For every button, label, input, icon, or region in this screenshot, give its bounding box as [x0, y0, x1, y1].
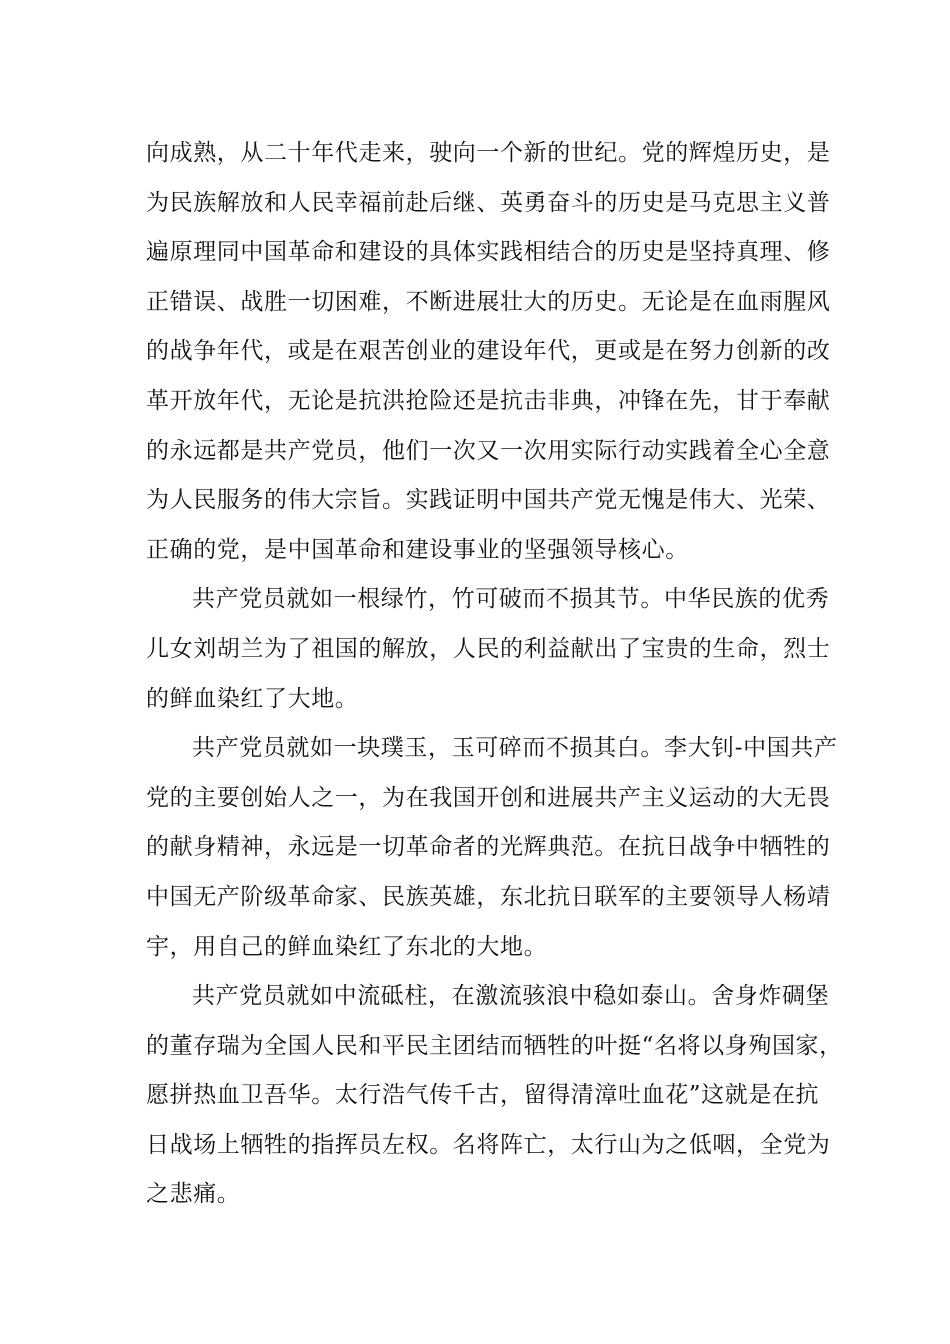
text-line: 中国无产阶级革命家、民族英雄，东北抗日联军的主要领导人杨靖 — [146, 883, 831, 910]
text-line: 正确的党，是中国革命和建设事业的坚强领导核心。 — [146, 536, 689, 563]
text-line: 的董存瑞为全国人民和平民主团结而牺牲的叶挺“名将以身殉国家， — [146, 1032, 843, 1059]
text-line: 儿女刘胡兰为了祖国的解放，人民的利益献出了宝贵的生命，烈士 — [146, 635, 831, 662]
text-line: 正错误、战胜一切困难，不断进展壮大的历史。无论是在血雨腥风 — [146, 288, 831, 315]
text-line: 宇，用自己的鲜血染红了东北的大地。 — [146, 933, 548, 960]
text-line: 党的主要创始人之一，为在我国开创和进展共产主义运动的大无畏 — [146, 784, 831, 811]
text-line: 为民族解放和人民幸福前赴后继、英勇奋斗的历史是马克思主义普 — [146, 189, 831, 216]
paragraph-1 — [146, 129, 831, 575]
text-line: 革开放年代，无论是抗洪抢险还是抗击非典，冲锋在先，甘于奉献 — [146, 387, 831, 414]
text-line: 共产党员就如一根绿竹，竹可破而不损其节。中华民族的优秀 — [192, 586, 830, 613]
paragraph-2 — [146, 575, 831, 724]
text-line: 之悲痛。 — [146, 1181, 241, 1208]
text-line: 共产党员就如一块璞玉，玉可碎而不损其白。李大钊-中国共产 — [192, 735, 838, 762]
text-line: 共产党员就如中流砥柱，在激流骇浪中稳如泰山。舍身炸碉堡 — [192, 983, 830, 1010]
text-line: 的战争年代，或是在艰苦创业的建设年代，更或是在努力创新的改 — [146, 338, 831, 365]
text-line: 为人民服务的伟大宗旨。实践证明中国共产党无愧是伟大、光荣、 — [146, 487, 831, 514]
paragraph-4 — [146, 972, 843, 1220]
text-line: 愿拼热血卫吾华。太行浩气传千古，留得清漳吐血花”这就是在抗 — [146, 1082, 820, 1109]
text-line: 的鲜血染红了大地。 — [146, 685, 359, 712]
text-line: 遍原理同中国革命和建设的具体实践相结合的历史是坚持真理、修 — [146, 239, 831, 266]
text-line: 日战场上牺牲的指挥员左权。名将阵亡，太行山为之低咽，全党为 — [146, 1131, 831, 1158]
body-text — [146, 129, 843, 1220]
text-line: 向成熟，从二十年代走来，驶向一个新的世纪。党的辉煌历史，是 — [146, 140, 831, 166]
text-line: 的献身精神，永远是一切革命者的光辉典范。在抗日战争中牺牲的 — [146, 834, 831, 861]
text-line: 的永远都是共产党员，他们一次又一次用实际行动实践着全心全意 — [146, 437, 831, 464]
paragraph-3 — [146, 724, 838, 972]
